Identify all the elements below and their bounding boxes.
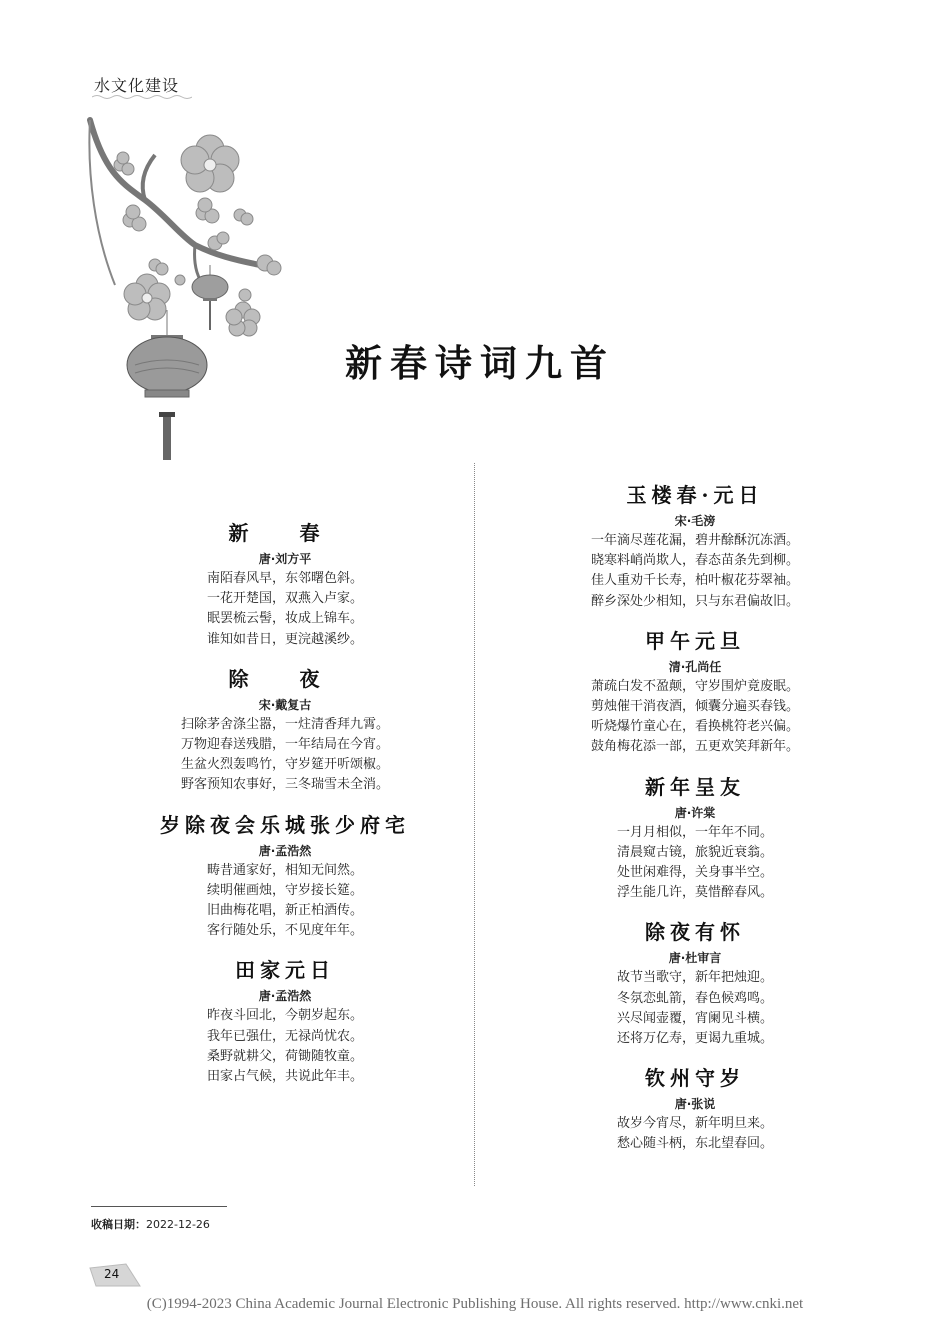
received-date-value: 2022-12-26 (146, 1218, 210, 1231)
poem-line: 南陌春风早，东邻曙色斜。 (206, 571, 363, 586)
poem-line: 佳人重劝千长寿，柏叶椒花芬翠袖。 (590, 573, 799, 589)
poem-line: 畴昔通家好，相知无间然。 (206, 862, 363, 878)
poem-line: 一花开楚国，双燕入卢家。 (206, 591, 363, 607)
section-tag: 水文化建设 (94, 76, 180, 95)
poem-line: 野客预知农事好，三冬瑞雪未全消。 (180, 777, 389, 793)
poem (530, 480, 860, 612)
poem-line: 旧曲梅花唱，新正柏酒传。 (206, 903, 363, 919)
poem (530, 626, 860, 758)
poem-title: 新 春 (228, 521, 342, 545)
received-date-label: 收稿日期： (91, 1218, 146, 1231)
poem (120, 664, 450, 796)
poem-line: 晓寒料峭尚欺人，春态苗条先到柳。 (590, 553, 799, 569)
poem-line: 剪烛催干消夜酒，倾囊分遍买春钱。 (590, 699, 799, 715)
poem-author: 唐·刘方平 (258, 552, 312, 566)
poem-title: 新年呈友 (645, 774, 745, 799)
copyright-notice: (C)1994-2023 China Academic Journal Electronic Publishing House. All rights reserved. http://www.cnki.net (146, 1296, 804, 1312)
poem (530, 917, 860, 1049)
poem-line: 醉乡深处少相知，只与东君偏故旧。 (590, 593, 799, 609)
poem-line: 浮生能几许，莫惜醉春风。 (616, 885, 773, 901)
poem-title: 除 夜 (228, 666, 342, 691)
poem-title: 甲午元旦 (645, 628, 745, 653)
poem-author: 唐·张说 (674, 1097, 716, 1112)
poem-line: 客行随处乐，不见度年年。 (206, 923, 363, 939)
poem-line: 生盆火烈轰鸣竹，守岁筵开听颂椒。 (180, 757, 389, 773)
poem-author: 唐·孟浩然 (258, 843, 312, 858)
poem-line: 眠罢梳云髻，妆成上锦车。 (206, 611, 363, 627)
poem-line: 冬氛恋虬箭，春色候鸡鸣。 (616, 990, 773, 1006)
poem (530, 772, 860, 904)
poem (530, 1063, 860, 1154)
poem-author: 唐·杜审言 (668, 951, 722, 966)
poem-line: 故节当歌守，新年把烛迎。 (616, 970, 773, 986)
section-underline-wave (92, 94, 192, 100)
poem-title: 除夜有怀 (645, 920, 745, 945)
page-number: 24 (104, 1267, 120, 1281)
poem-line: 续明催画烛，守岁接长筵。 (206, 882, 363, 898)
poem-title: 玉楼春·元日 (626, 483, 764, 507)
footnote-rule (91, 1206, 227, 1207)
poem-line: 萧疏白发不盈颠，守岁围炉竟废眠。 (590, 678, 799, 694)
poem-line: 万物迎春送残腊，一年结局在今宵。 (180, 737, 389, 753)
poem-line: 听烧爆竹童心在，看换桃符老兴偏。 (590, 719, 799, 735)
plum-blossom-lantern-illustration (85, 115, 300, 465)
poem-line: 田家占气候，共说此年丰。 (206, 1069, 363, 1085)
received-date (91, 1216, 210, 1232)
column-divider (474, 463, 475, 1186)
poem-title: 钦州守岁 (645, 1066, 745, 1091)
poem-line: 故岁今宵尽，新年明旦来。 (616, 1116, 773, 1132)
poem-line: 清晨窥古镜，旅貌近衰翁。 (616, 844, 773, 860)
poem-author: 宋·毛滂 (674, 514, 716, 528)
poem-author: 宋·戴复古 (258, 697, 312, 712)
poem-title: 岁除夜会乐城张少府宅 (160, 812, 410, 837)
poem-line: 扫除茅舍涤尘嚣，一炷清香拜九霄。 (180, 716, 389, 732)
poem-line: 一月月相似，一年年不同。 (616, 824, 773, 840)
poem-line: 鼓角梅花添一部，五更欢笑拜新年。 (590, 739, 799, 755)
poem-line: 昨夜斗回北，今朝岁起东。 (206, 1008, 363, 1024)
poem (120, 810, 450, 942)
poem-title: 田家元日 (235, 958, 335, 983)
poem-line: 兴尽闻壶覆，宵阑见斗横。 (616, 1010, 773, 1026)
poem-author: 唐·许棠 (674, 805, 716, 820)
poem-author: 清·孔尚任 (668, 659, 722, 674)
poem-line: 谁知如昔日，更浣越溪纱。 (206, 631, 363, 647)
poem-line: 愁心随斗柄，东北望春回。 (616, 1136, 773, 1152)
right-column (530, 480, 860, 1169)
poem-line: 一年滴尽莲花漏，碧井酴酥沉冻酒。 (590, 533, 799, 548)
poem-line: 桑野就耕父，荷锄随牧童。 (206, 1048, 363, 1064)
poem-line: 我年已强仕，无禄尚忧农。 (206, 1028, 363, 1044)
left-column (120, 518, 450, 1101)
poem-line: 处世闲难得，关身事半空。 (616, 865, 773, 881)
poem (120, 955, 450, 1087)
poem-line: 还将万亿寿，更谒九重城。 (616, 1031, 773, 1047)
page-title: 新春诗词九首 (345, 341, 615, 385)
poem (120, 518, 450, 650)
poem-author: 唐·孟浩然 (258, 989, 312, 1004)
